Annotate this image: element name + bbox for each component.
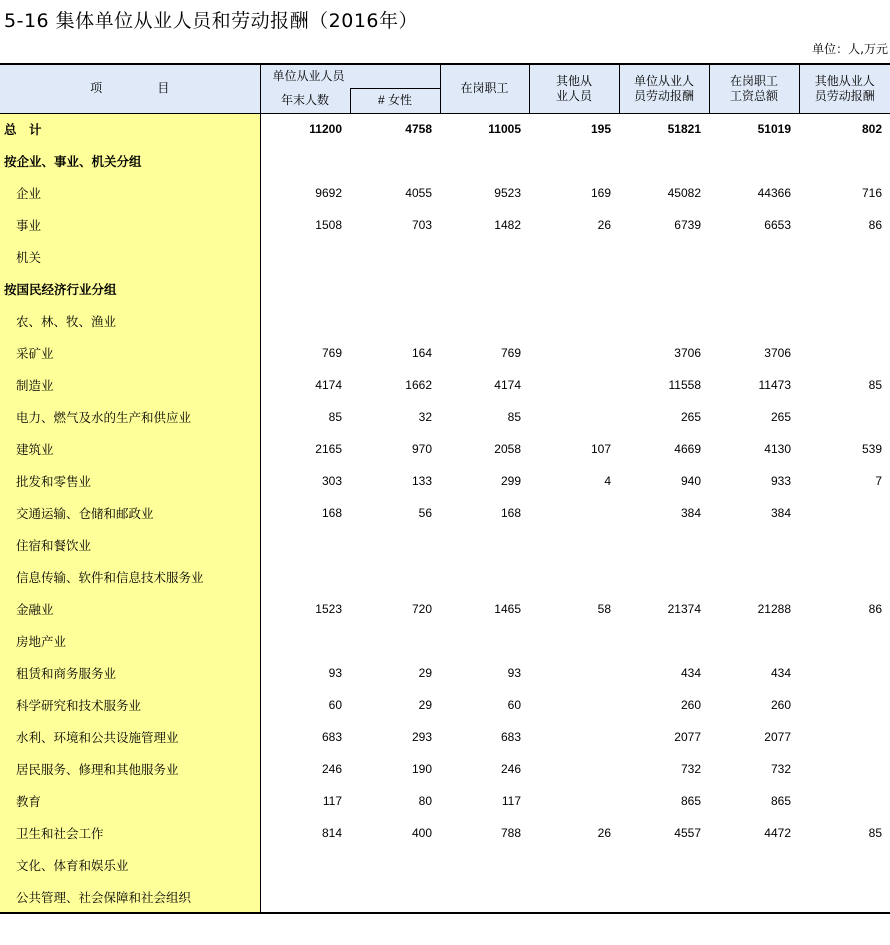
cell-female	[350, 241, 440, 273]
cell-other-compensation: 86	[868, 218, 882, 232]
table-row	[0, 113, 890, 145]
cell-wage-total: 21288	[757, 602, 791, 616]
table-row	[0, 145, 890, 177]
cell-female	[350, 849, 440, 881]
cell-onpost: 683	[500, 730, 521, 744]
table-row	[0, 817, 890, 849]
cell-compensation: 3706	[674, 346, 701, 360]
cell-wage-total	[709, 305, 799, 337]
table-row	[0, 305, 890, 337]
cell-year-end: 168	[321, 506, 342, 520]
table-row	[0, 273, 890, 305]
cell-other	[529, 785, 619, 817]
cell-wage-total	[709, 529, 799, 561]
cell-wage-total: 2077	[764, 730, 791, 744]
cell-onpost	[440, 881, 529, 913]
cell-female: 400	[411, 826, 432, 840]
cell-other: 58	[597, 602, 611, 616]
cell-onpost: 1465	[494, 602, 521, 616]
cell-other-compensation: 716	[861, 186, 882, 200]
row-label: 采矿业	[0, 337, 260, 369]
cell-compensation: 865	[680, 794, 701, 808]
cell-wage-total	[709, 881, 799, 913]
cell-other-compensation	[799, 241, 890, 273]
cell-female: 703	[411, 218, 432, 232]
cell-other-compensation	[799, 785, 890, 817]
cell-other-compensation	[799, 529, 890, 561]
cell-female: 29	[418, 698, 432, 712]
table-row	[0, 753, 890, 785]
cell-other	[529, 849, 619, 881]
table-row	[0, 209, 890, 241]
cell-wage-total: 865	[770, 794, 791, 808]
cell-other	[529, 369, 619, 401]
table-row	[0, 561, 890, 593]
cell-female	[350, 561, 440, 593]
header-female: # 女性	[350, 88, 440, 113]
row-label: 租赁和商务服务业	[0, 657, 260, 689]
table-row	[0, 689, 890, 721]
cell-other: 107	[590, 442, 611, 456]
cell-female: 80	[418, 794, 432, 808]
cell-female: 29	[418, 666, 432, 680]
row-label: 总 计	[0, 113, 260, 145]
row-label: 制造业	[0, 369, 260, 401]
cell-year-end	[260, 305, 350, 337]
table-row	[0, 177, 890, 209]
cell-onpost: 299	[500, 474, 521, 488]
table-row	[0, 465, 890, 497]
cell-other	[529, 145, 619, 177]
cell-onpost: 93	[507, 666, 521, 680]
cell-female	[350, 625, 440, 657]
cell-year-end: 303	[321, 474, 342, 488]
table-row	[0, 401, 890, 433]
row-label: 金融业	[0, 593, 260, 625]
cell-other-compensation	[799, 337, 890, 369]
cell-compensation: 732	[680, 762, 701, 776]
row-label: 公共管理、社会保障和社会组织	[0, 881, 260, 913]
table-title: 5-16 集体单位从业人员和劳动报酬（2016年）	[4, 10, 419, 32]
cell-other-compensation: 7	[875, 474, 882, 488]
cell-wage-total: 4130	[764, 442, 791, 456]
cell-other-compensation	[799, 881, 890, 913]
statistics-table	[0, 63, 890, 914]
cell-other-compensation: 85	[868, 826, 882, 840]
cell-other-compensation: 85	[868, 378, 882, 392]
row-label: 居民服务、修理和其他服务业	[0, 753, 260, 785]
cell-compensation: 45082	[667, 186, 701, 200]
cell-wage-total	[709, 561, 799, 593]
cell-compensation	[619, 881, 709, 913]
cell-onpost	[440, 241, 529, 273]
cell-compensation: 2077	[674, 730, 701, 744]
cell-year-end: 1523	[315, 602, 342, 616]
cell-other: 169	[590, 186, 611, 200]
cell-onpost: 85	[507, 410, 521, 424]
cell-other-compensation	[799, 625, 890, 657]
cell-wage-total: 4472	[764, 826, 791, 840]
cell-year-end: 814	[321, 826, 342, 840]
cell-wage-total: 260	[770, 698, 791, 712]
header-item: 项 目	[0, 64, 260, 113]
cell-onpost: 4174	[494, 378, 521, 392]
row-label: 信息传输、软件和信息技术服务业	[0, 561, 260, 593]
cell-female: 970	[411, 442, 432, 456]
cell-other	[529, 337, 619, 369]
row-label: 批发和零售业	[0, 465, 260, 497]
cell-female: 56	[418, 506, 432, 520]
header-wage-total: 在岗职工 工资总额	[709, 64, 799, 113]
cell-female: 4758	[350, 113, 440, 145]
cell-year-end: 93	[328, 666, 342, 680]
cell-other: 4	[604, 474, 611, 488]
cell-female	[350, 305, 440, 337]
cell-year-end	[260, 529, 350, 561]
cell-female	[350, 273, 440, 305]
cell-onpost: 9523	[494, 186, 521, 200]
row-label: 交通运输、仓储和邮政业	[0, 497, 260, 529]
cell-other-compensation: 539	[861, 442, 882, 456]
cell-wage-total: 933	[770, 474, 791, 488]
cell-female: 720	[411, 602, 432, 616]
table-row	[0, 337, 890, 369]
table-row	[0, 593, 890, 625]
cell-year-end: 683	[321, 730, 342, 744]
cell-other-compensation	[799, 721, 890, 753]
cell-compensation: 434	[680, 666, 701, 680]
cell-wage-total: 384	[770, 506, 791, 520]
cell-compensation: 4557	[674, 826, 701, 840]
cell-compensation: 21374	[667, 602, 701, 616]
cell-compensation: 260	[680, 698, 701, 712]
cell-compensation: 4669	[674, 442, 701, 456]
cell-other-compensation	[799, 849, 890, 881]
cell-year-end: 9692	[315, 186, 342, 200]
row-label: 房地产业	[0, 625, 260, 657]
cell-onpost: 769	[500, 346, 521, 360]
unit-label: 单位：人,万元	[812, 42, 888, 56]
cell-wage-total: 11473	[758, 378, 791, 392]
cell-wage-total	[709, 145, 799, 177]
cell-other	[529, 721, 619, 753]
cell-wage-total	[709, 241, 799, 273]
row-label: 按国民经济行业分组	[0, 273, 260, 305]
row-label: 建筑业	[0, 433, 260, 465]
cell-onpost	[440, 273, 529, 305]
cell-year-end: 60	[328, 698, 342, 712]
table-row	[0, 625, 890, 657]
cell-female: 293	[411, 730, 432, 744]
cell-year-end: 246	[321, 762, 342, 776]
cell-female: 164	[411, 346, 432, 360]
row-label: 企业	[0, 177, 260, 209]
cell-other: 26	[597, 218, 611, 232]
cell-other	[529, 273, 619, 305]
cell-female: 4055	[405, 186, 432, 200]
cell-onpost	[440, 305, 529, 337]
cell-compensation	[619, 145, 709, 177]
cell-other	[529, 657, 619, 689]
cell-year-end	[260, 881, 350, 913]
cell-year-end	[260, 273, 350, 305]
cell-female	[350, 529, 440, 561]
row-label: 住宿和餐饮业	[0, 529, 260, 561]
cell-compensation	[619, 241, 709, 273]
cell-onpost: 60	[507, 698, 521, 712]
cell-other	[529, 753, 619, 785]
cell-female: 32	[418, 410, 432, 424]
cell-wage-total: 3706	[764, 346, 791, 360]
cell-other	[529, 241, 619, 273]
cell-compensation: 265	[680, 410, 701, 424]
cell-year-end	[260, 849, 350, 881]
cell-other	[529, 561, 619, 593]
cell-onpost: 168	[500, 506, 521, 520]
cell-year-end: 2165	[315, 442, 342, 456]
cell-wage-total	[709, 273, 799, 305]
cell-onpost: 788	[500, 826, 521, 840]
cell-other	[529, 881, 619, 913]
cell-year-end: 117	[322, 794, 342, 808]
cell-wage-total	[709, 849, 799, 881]
row-label: 按企业、事业、机关分组	[0, 145, 260, 177]
cell-other-compensation	[799, 657, 890, 689]
table-row	[0, 433, 890, 465]
cell-compensation: 11558	[668, 378, 701, 392]
cell-other: 195	[529, 113, 619, 145]
cell-other	[529, 305, 619, 337]
cell-other-compensation	[799, 753, 890, 785]
header-employees: 单位从业人员	[260, 64, 440, 88]
cell-onpost	[440, 561, 529, 593]
cell-female: 190	[411, 762, 432, 776]
cell-onpost	[440, 145, 529, 177]
cell-compensation	[619, 561, 709, 593]
cell-wage-total	[709, 625, 799, 657]
table-row	[0, 721, 890, 753]
cell-onpost	[440, 529, 529, 561]
cell-other: 26	[597, 826, 611, 840]
cell-compensation: 384	[680, 506, 701, 520]
row-label: 电力、燃气及水的生产和供应业	[0, 401, 260, 433]
cell-other	[529, 689, 619, 721]
cell-other-compensation	[799, 273, 890, 305]
cell-other-compensation: 86	[868, 602, 882, 616]
cell-female: 1662	[405, 378, 432, 392]
row-label: 科学研究和技术服务业	[0, 689, 260, 721]
table-row	[0, 497, 890, 529]
table-row	[0, 657, 890, 689]
cell-female	[350, 881, 440, 913]
cell-compensation	[619, 849, 709, 881]
table-row	[0, 881, 890, 913]
row-label: 农、林、牧、渔业	[0, 305, 260, 337]
cell-onpost: 11005	[440, 113, 529, 145]
cell-compensation	[619, 305, 709, 337]
cell-female: 133	[411, 474, 432, 488]
header-year-end: 年末人数	[260, 88, 350, 113]
cell-onpost: 246	[500, 762, 521, 776]
row-label: 机关	[0, 241, 260, 273]
row-label: 事业	[0, 209, 260, 241]
cell-female	[350, 145, 440, 177]
cell-other-compensation	[799, 689, 890, 721]
cell-year-end: 1508	[315, 218, 342, 232]
cell-compensation: 51821	[619, 113, 709, 145]
table-row	[0, 785, 890, 817]
row-label: 水利、环境和公共设施管理业	[0, 721, 260, 753]
cell-compensation	[619, 529, 709, 561]
header-other-compensation: 其他从业人 员劳动报酬	[799, 64, 890, 113]
cell-year-end	[260, 625, 350, 657]
cell-other	[529, 625, 619, 657]
cell-wage-total: 6653	[764, 218, 791, 232]
cell-year-end	[260, 145, 350, 177]
cell-onpost	[440, 849, 529, 881]
table-row	[0, 369, 890, 401]
cell-onpost: 117	[501, 794, 521, 808]
cell-other-compensation: 802	[799, 113, 890, 145]
cell-year-end	[260, 241, 350, 273]
row-label: 文化、体育和娱乐业	[0, 849, 260, 881]
cell-other-compensation	[799, 145, 890, 177]
table-row	[0, 849, 890, 881]
cell-compensation: 6739	[674, 218, 701, 232]
header-compensation: 单位从业人 员劳动报酬	[619, 64, 709, 113]
cell-wage-total: 51019	[709, 113, 799, 145]
cell-other	[529, 497, 619, 529]
cell-wage-total: 44366	[757, 186, 791, 200]
cell-other-compensation	[799, 305, 890, 337]
row-label: 教育	[0, 785, 260, 817]
table-row	[0, 529, 890, 561]
cell-year-end: 85	[328, 410, 342, 424]
cell-other-compensation	[799, 497, 890, 529]
cell-onpost: 2058	[494, 442, 521, 456]
cell-compensation: 940	[680, 474, 701, 488]
cell-year-end	[260, 561, 350, 593]
cell-year-end: 4174	[315, 378, 342, 392]
header-onpost: 在岗职工	[440, 64, 529, 113]
cell-other-compensation	[799, 401, 890, 433]
cell-compensation	[619, 273, 709, 305]
cell-onpost	[440, 625, 529, 657]
cell-wage-total: 732	[770, 762, 791, 776]
cell-other	[529, 401, 619, 433]
row-label: 卫生和社会工作	[0, 817, 260, 849]
header-other: 其他从 业人员	[529, 64, 619, 113]
cell-year-end: 769	[321, 346, 342, 360]
cell-compensation	[619, 625, 709, 657]
cell-other-compensation	[799, 561, 890, 593]
cell-wage-total: 265	[770, 410, 791, 424]
table-row	[0, 241, 890, 273]
cell-onpost: 1482	[494, 218, 521, 232]
cell-other	[529, 529, 619, 561]
cell-wage-total: 434	[770, 666, 791, 680]
cell-year-end: 11200	[260, 113, 350, 145]
